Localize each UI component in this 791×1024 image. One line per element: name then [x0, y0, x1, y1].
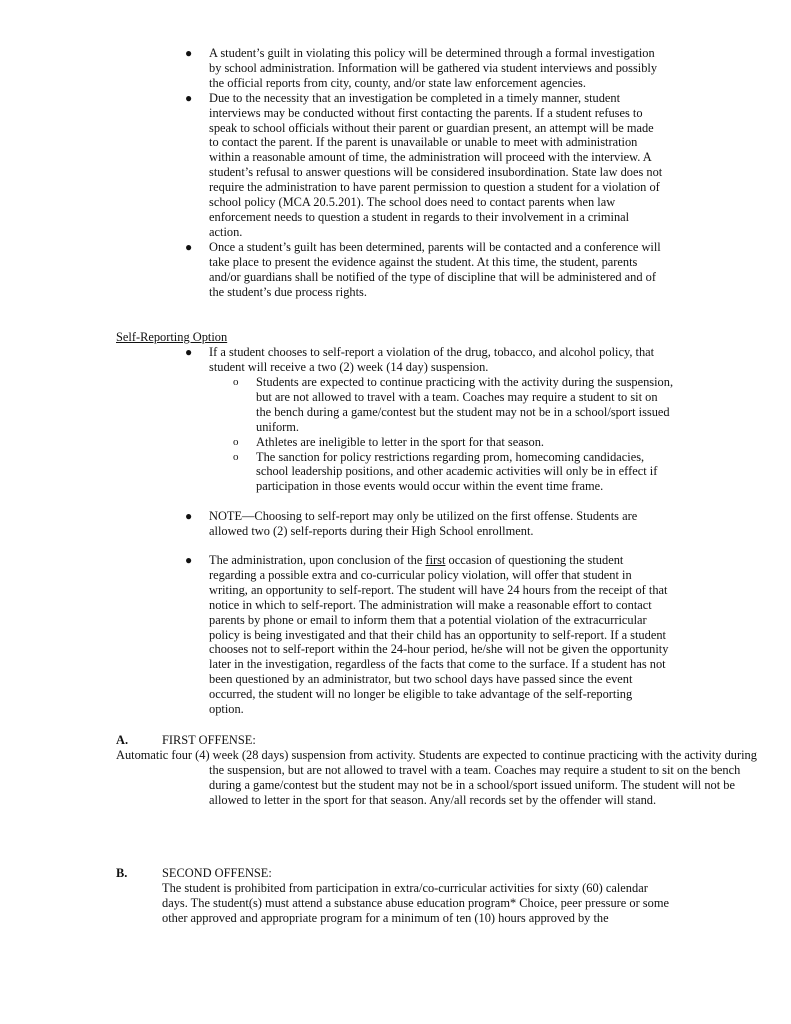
self-report-bullet-3: ● The administration, upon conclusion of the first occasion of questioning the student regarding a possible extra and co-curricular policy violation, will offer that student in writing, an opportunity to self-report. The student will have 24 hours from the receipt of that notice in which to self-report. The administration will make a reasonable effort to contact parents by phone or email to inform them that a potential violation of the extracurricular policy is being investigated and that their child has an opportunity to self-report. If a student chooses not to self-report within the 24-hour period, he/she will not be given the opportunity later in the investigation, regardless of the facts that come to the surface. If a student has not been questioned by an administrator, but two school days have passed since the event occurred, the student will no longer be eligible to take advantage of the self-reporting option. [185, 553, 669, 717]
offense-b-body: The student is prohibited from participation in extra/co-curricular activities for sixty (60) calendar days. The student(s) must attend a substance abuse education program* Choice, peer pressure or some other approved and appropriate program for a minimum of ten (10) hours approved by the [162, 881, 669, 925]
offense-a-title: FIRST OFFENSE: [162, 733, 256, 747]
list-item: ● Due to the necessity that an investigation be completed in a timely manner, student interviews may be conducted without first contacting the parents. If a student refuses to speak to school officials without their parent or guardian present, an attempt will be made to contact the parent. If the parent is unavailable or unable to meet with administration within a reasonable amount of time, the administration will proceed with the interview. A student’s refusal to answer questions will be considered insubordination. State law does not require the administration to have parent permission to question a student for a violation of school policy (MCA 20.5.201). The school does need to contact parents when law enforcement needs to question a student in regards to their involvement in a criminal action. [185, 90, 663, 239]
list-item: ● A student’s guilt in violating this policy will be determined through a formal investigation by school administration. Information will be gathered via student interviews and possibly the official reports from city, county, and/or state law enforcement agencies. [185, 46, 658, 90]
investigation-bullets [185, 46, 664, 299]
sub-bullet-icon: o [233, 435, 239, 448]
self-report-sub-items [233, 375, 674, 494]
self-report-bullet-1: ● If a student chooses to self-report a violation of the drug, tobacco, and alcohol policy, that student will receive a two (2) week (14 day) suspension. [185, 345, 655, 374]
bullet-icon: ● [185, 239, 193, 254]
offense-b-title: SECOND OFFENSE: [162, 866, 272, 880]
bullet-icon: ● [185, 46, 193, 60]
offense-b-letter: B. [116, 866, 128, 880]
list-item: o Athletes are ineligible to letter in the sport for that season. [233, 434, 544, 449]
offense-a-letter: A. [116, 733, 129, 747]
sub-bullet-icon: o [233, 450, 239, 463]
bullet-icon: ● [185, 345, 193, 359]
self-report-bullet-2: ● NOTE—Choosing to self-report may only be utilized on the first offense. Students are allowed two (2) self-reports during their High School enrollment. [185, 509, 638, 538]
bullet-icon: ● [185, 553, 193, 567]
section-heading: Self-Reporting Option [116, 330, 228, 344]
offense-a-body: Automatic four (4) week (28 days) suspension from activity. Students are expected to continue practicing with the activity during the suspension, but are not allowed to travel with a team. Coaches may require a student to sit on the bench during a game/contest but the student may not be in a school/sport issued uniform. The student will not be allowed to letter in the sport for that season. Any/all records set by the offender will stand. [116, 748, 757, 807]
list-item: o Students are expected to continue practicing with the activity during the suspension, but are not allowed to travel with a team. Coaches may require a student to sit on the bench during a game/contest but the student may not be in a school/sport issued uniform. [233, 375, 674, 434]
bullet-icon: ● [185, 90, 193, 105]
list-item: ● Once a student’s guilt has been determined, parents will be contacted and a conference will take place to present the evidence against the student. At this time, the student, parents and/or guardians shall be notified of the type of discipline that will be administered and of the student’s due process rights. [185, 239, 661, 299]
list-item: o The sanction for policy restrictions regarding prom, homecoming candidacies, school leadership positions, and other academic activities will only be in effect if participation in those events would occur within the event time frame. [233, 449, 658, 494]
sub-bullet-icon: o [233, 376, 239, 388]
bullet-icon: ● [185, 509, 193, 523]
